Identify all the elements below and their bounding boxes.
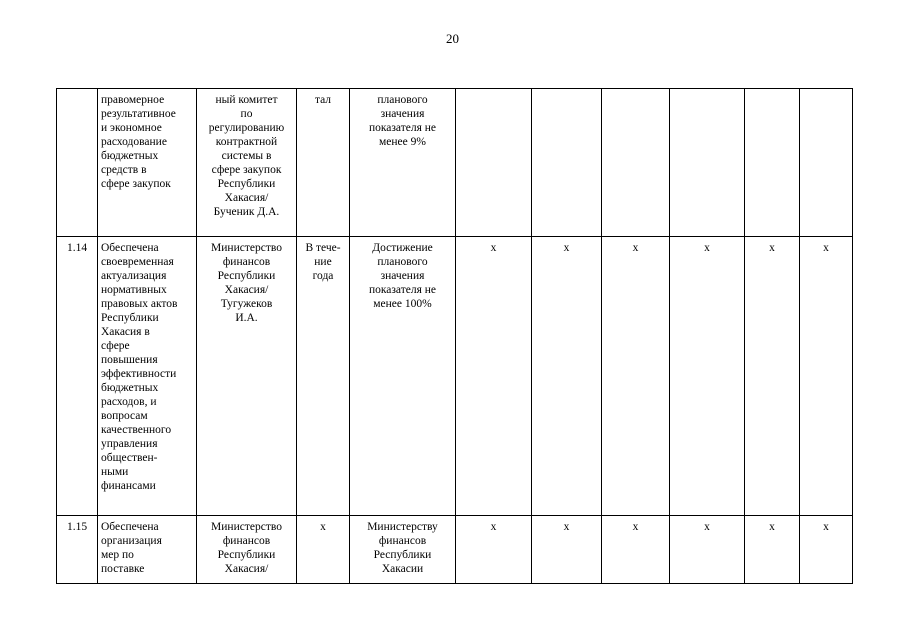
term-cell: В тече- ние года: [297, 237, 350, 516]
measure-name-cell: Обеспечена организация мер по поставке: [98, 516, 197, 584]
mark-cell: [745, 89, 800, 237]
mark-cell: х: [602, 516, 670, 584]
term-cell: х: [297, 516, 350, 584]
row-number-cell: 1.15: [57, 516, 98, 584]
mark-cell: х: [602, 237, 670, 516]
mark-cell: [456, 89, 532, 237]
table-row: [57, 237, 853, 516]
mark-cell: [800, 89, 853, 237]
mark-cell: х: [800, 516, 853, 584]
mark-cell: х: [456, 516, 532, 584]
mark-cell: х: [532, 516, 602, 584]
responsible-cell: Министерство финансов Республики Хакасия/: [197, 516, 297, 584]
responsible-cell: ный комитет по регулированию контрактной системы в сфере закупок Республики Хакасия/ Бученик Д.А.: [197, 89, 297, 237]
mark-cell: [532, 89, 602, 237]
mark-cell: х: [532, 237, 602, 516]
row-number-cell: 1.14: [57, 237, 98, 516]
indicator-cell: Достижение планового значения показателя не менее 100%: [350, 237, 456, 516]
mark-cell: х: [745, 516, 800, 584]
indicator-cell: планового значения показателя не менее 9%: [350, 89, 456, 237]
table-row: [57, 89, 853, 237]
mark-cell: х: [670, 237, 745, 516]
term-cell: тал: [297, 89, 350, 237]
table-row: [57, 516, 853, 584]
mark-cell: [602, 89, 670, 237]
row-number-cell: [57, 89, 98, 237]
mark-cell: х: [670, 516, 745, 584]
mark-cell: х: [745, 237, 800, 516]
indicator-cell: Министерству финансов Республики Хакасии: [350, 516, 456, 584]
mark-cell: х: [800, 237, 853, 516]
page-number: 20: [446, 31, 459, 46]
measure-name-cell: Обеспечена своевременная актуализация нормативных правовых актов Республики Хакасия в сфере повышения эффективности бюджетных расходов, и вопросам качественного управления обществен- ными финансами: [98, 237, 197, 516]
responsible-cell: Министерство финансов Республики Хакасия/ Тугужеков И.А.: [197, 237, 297, 516]
mark-cell: х: [456, 237, 532, 516]
plan-table: [56, 88, 853, 584]
mark-cell: [670, 89, 745, 237]
measure-name-cell: правомерное результативное и экономное расходование бюджетных средств в сфере закупок: [98, 89, 197, 237]
